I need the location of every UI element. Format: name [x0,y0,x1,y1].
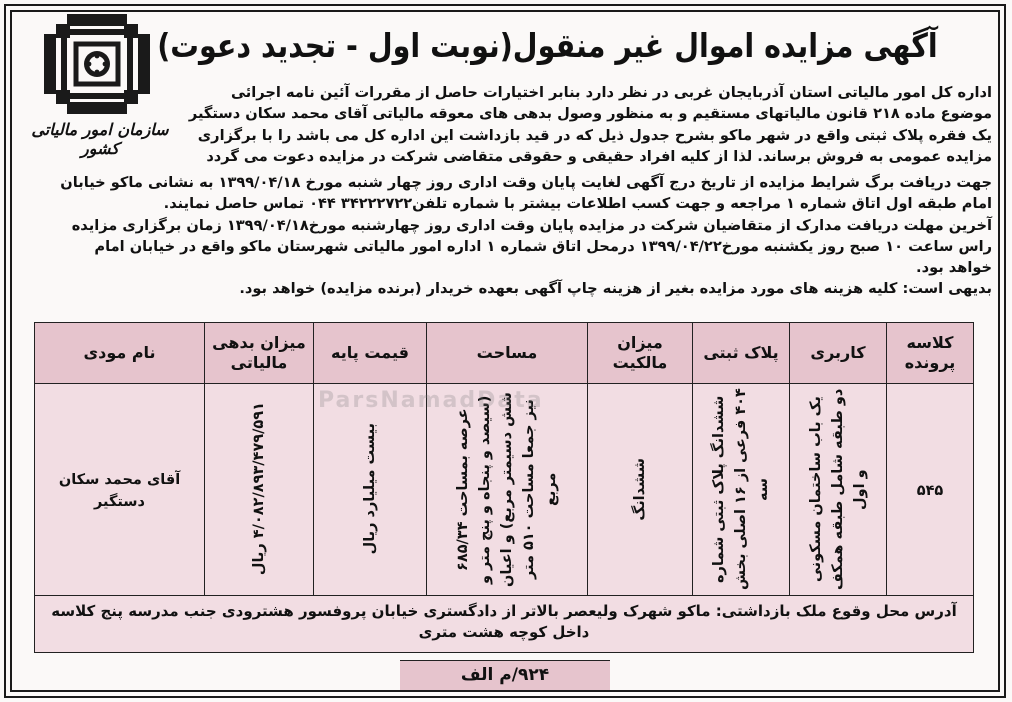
table-row [35,384,974,599]
tax-debt-text: ۴/۰۸۲/۸۹۳/۴۷۹/۵۹۱ ریال [251,402,267,576]
header-tax-debt: میزان بدهی مالیاتی [205,323,314,384]
base-price-text: بیست میلیارد ریال [362,423,378,555]
auction-table [34,322,974,599]
cell-taxpayer-name: آقای محمد سکان دستگیر [35,384,205,599]
text-line: جهت دریافت برگ شرایط مزایده از تاریخ درج آگهی لغایت پایان وقت اداری روز چهار شنبه مورخ ۱۳۹۹/۰۴/۱۸ به نشانی ماکو خیابان [60,174,992,191]
cell-base-price [314,384,427,599]
ownership-text: ششدانگ [632,457,648,521]
header-area: مساحت [427,323,588,384]
cell-usage [790,384,887,599]
cell-area [427,384,588,599]
text-line: مزایده عمومی به فروش برساند. لذا از کلیه افراد حقیقی و حقوقی متقاضی شرکت در مزایده دعوت می گردد [206,147,992,165]
plate-text: ششدانگ پلاک ثبتی شماره ۴۰۴ فرعی از ۱۶ اصلی بخش سه [711,388,771,590]
page-title: آگهی مزایده اموال غیر منقول(نوبت اول - تجدید دعوت) [157,26,938,65]
body-paragraph-1 [182,82,992,167]
header-usage: کاربری [790,323,887,384]
text-line: بدیهی است: کلیه هزینه های مورد مزایده بغیر از هزینه چاپ آگهی بعهده خریدار (برنده مزایده) خواهد بود. [239,280,992,298]
cell-tax-debt [205,384,314,599]
header-taxpayer-name: نام مودی [35,323,205,384]
property-address: آدرس محل وقوع ملک بازداشتی: ماکو شهرک ولیعصر بالاتر از دادگستری خیابان پروفسور هشترودی جنب مدرسه پنج کلاسه داخل کوچه هشت متری [34,595,974,653]
header-registration-plate: پلاک ثبتی [693,323,790,384]
organization-name: سازمان امور مالیاتی کشور [31,120,169,158]
header-ownership-share: میزان مالکیت [588,323,693,384]
header-case-number: کلاسه پرونده [887,323,974,384]
header-base-price: قیمت پایه [314,323,427,384]
area-text: عرصه بمساحت ۶۸۵/۳۴ (سیصد و پنجاه و پنج متر و شش دسیمتر مربع) و اعیان نیز جمعا مساحت ۵۱۰ متر مربع [455,391,559,587]
text-line: خواهد بود. [916,259,992,277]
text-line: اداره کل امور مالیاتی استان آذربایجان غربی در نظر دارد بنابر اختیارات حاصل از مقررات آئین نامه اجرائی [231,84,992,101]
text-line: موضوع ماده ۲۱۸ قانون مالیاتهای مستقیم و به منظور وصول بدهی های معوقه مالیاتی آقای محمد سکان دستگیر [188,105,992,123]
body-paragraph-2 [20,172,992,300]
usage-text: یک باب ساختمان مسکونی دو طبقه شامل طبقه همکف و اول [808,388,868,590]
cell-case-number: ۵۴۵ [887,384,974,599]
text-line: یک فقره پلاک ثبتی واقع در شهر ماکو بشرح جدول ذیل که در قید بازداشت این اداره کل می باشد را با برگزاری [197,126,992,144]
cell-registration-plate [693,384,790,599]
table-header-row [35,323,974,384]
text-line: آخرین مهلت دریافت مدارک از متقاضیان شرکت در مزایده پایان وقت اداری روز چهارشنبه مورخ۱۳۹۹/۰۴/۱۸ زمان برگزاری مزایده [71,216,992,234]
text-line: امام طبقه اول اتاق شماره ۱ مراجعه و جهت کسب اطلاعات بیشتر با شماره تلفن۳۴۲۲۲۷۲۲ ۰۴۴ تماس حاصل نمایند. [163,195,992,213]
footer-reference-number: ۹۲۴/م الف [400,660,610,690]
cell-ownership-share [588,384,693,599]
text-line: راس ساعت ۱۰ صبح روز یکشنبه مورخ۱۳۹۹/۰۴/۲۲ درمحل اتاق شماره ۱ اداره امور مالیاتی شهرستان ماکو واقع در خیابان امام [94,237,992,255]
watermark: ParsNamadData [318,388,544,413]
